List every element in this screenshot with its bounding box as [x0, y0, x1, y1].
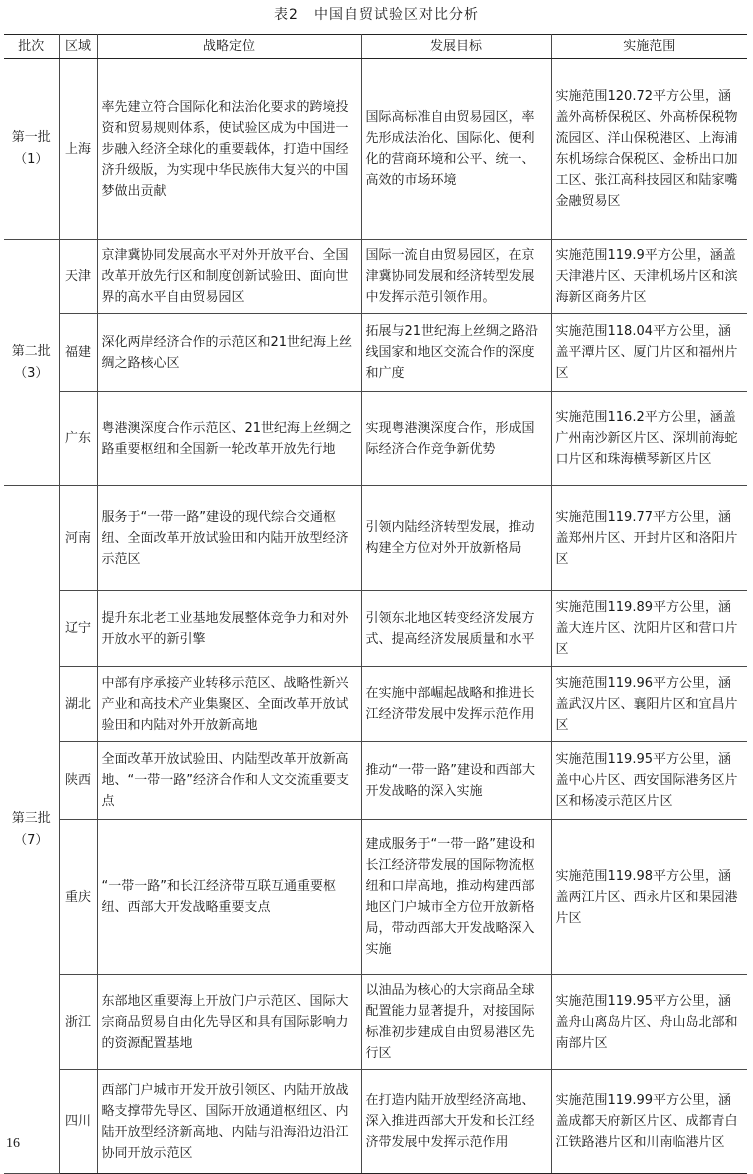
batch-name: 第二批: [11, 343, 51, 359]
region-cell: 上海: [59, 59, 97, 240]
region-cell: 天津: [59, 240, 97, 314]
region-cell: 湖北: [59, 667, 97, 742]
scope-cell: 实施范围120.72平方公里，涵盖外高桥保税区、外高桥保税物流园区、洋山保税港区、上海浦东机场综合保税区、金桥出口加工区、张江高科技园区和陆家嘴金融贸易区: [551, 59, 747, 240]
positioning-cell: 全面改革开放试验田、内陆型改革开放新高地、“一带一路”经济合作和人文交流重要支点: [97, 742, 361, 820]
goal-cell: 在实施中部崛起战略和推进长江经济带发展中发挥示范作用: [361, 667, 551, 742]
scope-cell: 实施范围119.77平方公里，涵盖郑州片区、开封片区和洛阳片区: [551, 486, 747, 591]
goal-cell: 实现粤港澳深度合作，形成国际经济合作竞争新优势: [361, 392, 551, 486]
table-row: [4, 314, 747, 392]
positioning-cell: 提升东北老工业基地发展整体竞争力和对外开放水平的新引擎: [97, 591, 361, 667]
scope-cell: 实施范围116.2平方公里，涵盖广州南沙新区片区、深圳前海蛇口片区和珠海横琴新区片区: [551, 392, 747, 486]
goal-cell: 拓展与21世纪海上丝绸之路沿线国家和地区交流合作的深度和广度: [361, 314, 551, 392]
table-row: [4, 392, 747, 486]
scope-cell: 实施范围119.89平方公里，涵盖大连片区、沈阳片区和营口片区: [551, 591, 747, 667]
goal-cell: 建成服务于“一带一路”建设和长江经济带发展的国际物流枢纽和口岸高地，推动构建西部地区门户城市全方位开放新格局，带动西部大开发战略深入实施: [361, 820, 551, 975]
batch-name: 第一批: [11, 130, 51, 145]
scope-cell: 实施范围119.99平方公里，涵盖成都天府新区片区、成都青白江铁路港片区和川南临港片区: [551, 1070, 747, 1174]
positioning-cell: 粤港澳深度合作示范区、21世纪海上丝绸之路重要枢纽和全国新一轮改革开放先行地: [97, 392, 361, 486]
table-row: [4, 820, 747, 975]
goal-cell: 推动“一带一路”建设和西部大开发战略的深入实施: [361, 742, 551, 820]
region-cell: 重庆: [59, 820, 97, 975]
goal-cell: 引领内陆经济转型发展，推动构建全方位对外开放新格局: [361, 486, 551, 591]
scope-cell: 实施范围119.95平方公里，涵盖中心片区、西安国际港务区片区和杨凌示范区片区: [551, 742, 747, 820]
header-scope: 实施范围: [551, 35, 747, 59]
region-cell: 陕西: [59, 742, 97, 820]
batch-name: 第三批: [11, 810, 51, 826]
goal-cell: 国际一流自由贸易园区，在京津冀协同发展和经济转型发展中发挥示范引领作用。: [361, 240, 551, 314]
batch-count: （3）: [14, 365, 49, 381]
goal-cell: 以油品为核心的大宗商品全球配置能力显著提升，对接国际标准初步建成自由贸易港区先行区: [361, 975, 551, 1070]
header-batch: 批次: [4, 35, 59, 59]
table-title: 表2 中国自贸试验区对比分析: [274, 7, 479, 23]
table-row: [4, 975, 747, 1070]
scope-cell: 实施范围119.98平方公里，涵盖两江片区、西永片区和果园港片区: [551, 820, 747, 975]
table-row: [4, 240, 747, 314]
region-cell: 辽宁: [59, 591, 97, 667]
positioning-cell: 西部门户城市开发开放引领区、内陆开放战略支撑带先导区、国际开放通道枢纽区、内陆开放型经济新高地、内陆与沿海沿边沿江协同开放示范区: [97, 1070, 361, 1174]
table-row: [4, 591, 747, 667]
fta-comparison-table: [4, 34, 747, 1174]
table-row: [4, 59, 747, 240]
page-number: 16: [6, 1136, 20, 1151]
positioning-cell: 率先建立符合国际化和法治化要求的跨境投资和贸易规则体系，使试验区成为中国进一步融入经济全球化的重要载体，打造中国经济升级版，为实现中华民族伟大复兴的中国梦做出贡献: [97, 59, 361, 240]
positioning-cell: 深化两岸经济合作的示范区和21世纪海上丝绸之路核心区: [97, 314, 361, 392]
positioning-cell: 服务于“一带一路”建设的现代综合交通枢纽、全面改革开放试验田和内陆开放型经济示范区: [97, 486, 361, 591]
goal-cell: 引领东北地区转变经济发展方式、提高经济发展质量和水平: [361, 591, 551, 667]
header-region: 区域: [59, 35, 97, 59]
positioning-cell: 中部有序承接产业转移示范区、战略性新兴产业和高技术产业集聚区、全面改革开放试验田和内陆对外开放新高地: [97, 667, 361, 742]
scope-cell: 实施范围119.9平方公里，涵盖天津港片区、天津机场片区和滨海新区商务片区: [551, 240, 747, 314]
positioning-cell: 东部地区重要海上开放门户示范区、国际大宗商品贸易自由化先导区和具有国际影响力的资源配置基地: [97, 975, 361, 1070]
header-positioning: 战略定位: [97, 35, 361, 59]
region-cell: 广东: [59, 392, 97, 486]
goal-cell: 在打造内陆开放型经济高地、深入推进西部大开发和长江经济带发展中发挥示范作用: [361, 1070, 551, 1174]
scope-cell: 实施范围118.04平方公里，涵盖平潭片区、厦门片区和福州片区: [551, 314, 747, 392]
table-row: [4, 667, 747, 742]
header-goal: 发展目标: [361, 35, 551, 59]
batch-cell: [4, 59, 59, 240]
table-body: [4, 59, 747, 1174]
table-row: [4, 486, 747, 591]
region-cell: 福建: [59, 314, 97, 392]
table-row: [4, 742, 747, 820]
goal-cell: 国际高标准自由贸易园区，率先形成法治化、国际化、便利化的营商环境和公平、统一、高效的市场环境: [361, 59, 551, 240]
region-cell: 四川: [59, 1070, 97, 1174]
region-cell: 浙江: [59, 975, 97, 1070]
positioning-cell: 京津冀协同发展高水平对外开放平台、全国改革开放先行区和制度创新试验田、面向世界的高水平自由贸易园区: [97, 240, 361, 314]
positioning-cell: “一带一路”和长江经济带互联互通重要枢纽、西部大开发战略重要支点: [97, 820, 361, 975]
scope-cell: 实施范围119.96平方公里，涵盖武汉片区、襄阳片区和宜昌片区: [551, 667, 747, 742]
region-cell: 河南: [59, 486, 97, 591]
batch-count: （7）: [14, 832, 49, 848]
table-row: [4, 1070, 747, 1174]
scope-cell: 实施范围119.95平方公里，涵盖舟山离岛片区、舟山岛北部和南部片区: [551, 975, 747, 1070]
table-header-row: [4, 35, 747, 59]
batch-cell: [4, 240, 59, 486]
batch-count: （1）: [14, 152, 49, 167]
batch-cell: [4, 486, 59, 1174]
